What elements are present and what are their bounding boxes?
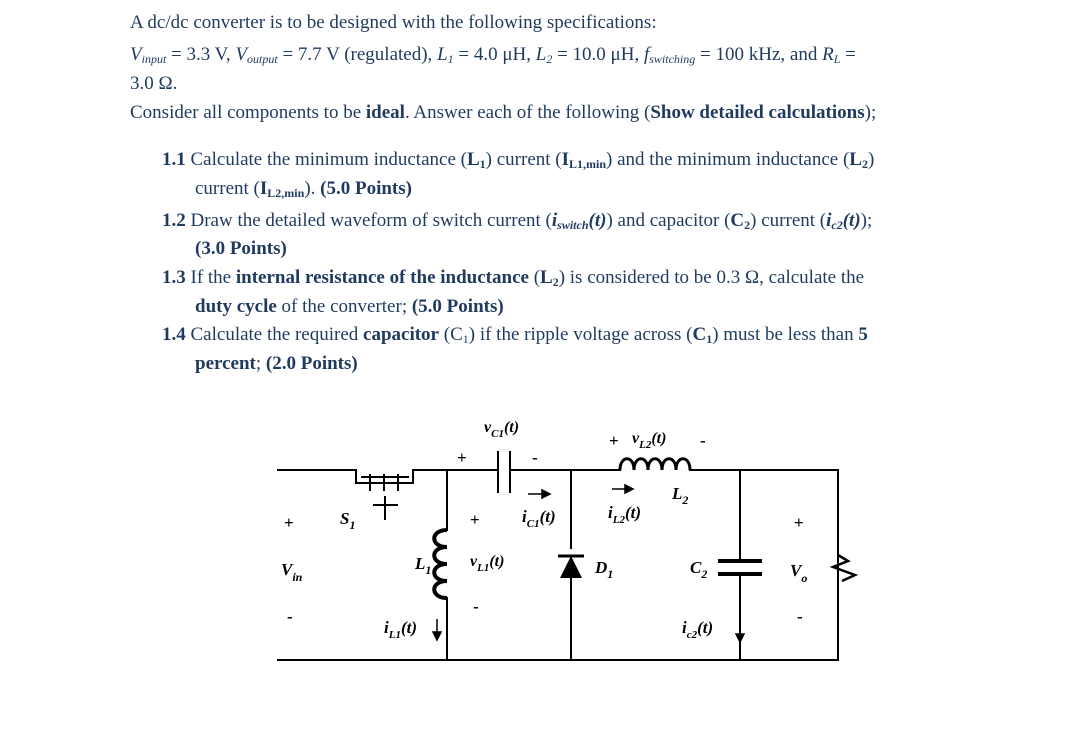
capacitor-c1 — [498, 452, 510, 492]
q-text: i — [551, 210, 558, 231]
vl1-minus: - — [473, 597, 479, 616]
arrow-ic2-icon — [736, 634, 744, 642]
q-text: ) current ( — [750, 210, 827, 231]
question-number: 1.4 — [162, 324, 186, 345]
q-points: (2.0 Points) — [265, 353, 358, 374]
q-text: L1,min — [569, 157, 607, 171]
inductor-l1 — [434, 530, 447, 598]
spec-l2-value: = 10.0 μH, — [552, 44, 644, 65]
vl2-plus: + — [609, 431, 619, 450]
q-text: ) and capacitor ( — [606, 210, 731, 231]
q-text: Calculate the minimum inductance ( — [185, 149, 467, 170]
arrow-ic1-icon — [542, 490, 550, 498]
q-text: ) — [867, 149, 875, 170]
d1-label: $D_1$ — [595, 558, 614, 581]
vl1-label: $v_{L1}(t)$ — [470, 553, 505, 574]
q-text: switch — [557, 218, 589, 232]
q-text: (t) — [842, 210, 861, 231]
q-text: Calculate the required — [185, 324, 364, 345]
q-text: If the — [185, 267, 236, 288]
q-text: (t) — [588, 210, 607, 231]
vl1-plus: + — [470, 510, 480, 529]
switch-s1 — [356, 470, 413, 519]
q-text: ) must be less than — [712, 324, 859, 345]
inductor-l2 — [620, 459, 690, 470]
question-number: 1.3 — [162, 267, 186, 288]
spec-rl-value: = — [840, 44, 856, 65]
vin-plus: + — [284, 513, 294, 532]
ic2-label: $i_{c2}(t)$ — [682, 618, 714, 641]
diode-d1 — [560, 556, 582, 578]
c1-minus: - — [532, 448, 538, 467]
q-text: ) is considered to be 0.3 Ω, calculate the — [558, 267, 865, 288]
q-text: 2 — [861, 157, 868, 171]
q-text: of the converter; — [276, 296, 412, 317]
spec-l2-sub: 2 — [546, 52, 553, 66]
l2-label: $L_2$ — [672, 484, 689, 507]
q-text: 1 — [479, 157, 486, 171]
consider-ideal: ideal — [365, 102, 405, 123]
load-resistor-icon — [833, 555, 855, 581]
q-text: ( — [528, 267, 541, 288]
q-text: I — [561, 149, 570, 170]
q-text: ; — [255, 353, 266, 374]
ic1-label: $i_{C1}(t)$ — [522, 507, 556, 530]
il2-label: $i_{L2}(t)$ — [608, 503, 642, 526]
spec-rl-label: R — [822, 44, 834, 65]
vin-minus: - — [287, 607, 293, 626]
vin-label: $V_{in}$ — [281, 560, 303, 584]
q-text: 2 — [552, 275, 559, 289]
spec-f-label: f — [643, 44, 650, 65]
il1-label: $i_{L1}(t)$ — [384, 618, 418, 641]
consider-pre: Consider all components to be — [130, 102, 366, 123]
question-number: 1.2 — [162, 210, 186, 231]
spec-vout-sub: output — [247, 52, 278, 66]
consider-mid: . Answer each of the following ( — [404, 102, 651, 123]
q-text: (C — [439, 324, 463, 345]
q-text: L2,min — [267, 186, 305, 200]
spec-rl-sub: L — [833, 52, 841, 66]
spec-rl-cont: 3.0 Ω. — [130, 73, 178, 94]
spec-vout-label: V — [235, 44, 248, 65]
q-text: Draw the detailed waveform of switch current ( — [185, 210, 552, 231]
q-text: 1 — [462, 332, 469, 346]
q-text: duty cycle — [195, 296, 277, 317]
c1-plus: + — [457, 448, 467, 467]
spec-l1-label: L — [437, 44, 448, 65]
q-points: (5.0 Points) — [320, 178, 412, 199]
q-text: c2 — [831, 218, 843, 232]
s1-label: $S_1$ — [340, 509, 356, 532]
q-points: (5.0 Points) — [411, 296, 504, 317]
spec-l2-label: L — [535, 44, 547, 65]
q-text: ) and the minimum inductance ( — [606, 149, 850, 170]
q-text: ) if the ripple voltage across ( — [468, 324, 693, 345]
spec-f-value: = 100 kHz, and — [695, 44, 823, 65]
c2-label: $C_2$ — [690, 558, 708, 581]
q-text: ). — [304, 178, 321, 199]
consider-show: Show detailed calculations — [650, 102, 865, 123]
spec-vin-sub: input — [141, 52, 167, 66]
q-points: (3.0 Points) — [195, 238, 287, 259]
spec-vin-label: V — [130, 44, 142, 65]
q-text: capacitor — [363, 324, 439, 345]
vl2-label: $v_{L2}(t)$ — [632, 430, 667, 451]
q-text: C — [692, 324, 707, 345]
vo-plus: + — [794, 513, 804, 532]
vo-label: $V_o$ — [790, 561, 808, 585]
arrow-il2-icon — [625, 485, 633, 493]
q-text: 5 — [858, 324, 868, 345]
arrow-il1-icon — [433, 632, 441, 640]
q-text: internal resistance of the inductance — [235, 267, 529, 288]
spec-l1-sub: 1 — [447, 52, 454, 66]
intro-text: A dc/dc converter is to be designed with the following specifications: — [130, 12, 657, 33]
question-number: 1.1 — [162, 149, 186, 170]
spec-l1-value: = 4.0 μH, — [453, 44, 536, 65]
q-text: L — [540, 267, 553, 288]
vc1-label: $v_{C1}(t)$ — [484, 419, 520, 440]
consider-post: ); — [864, 102, 877, 123]
q-text: i — [826, 210, 832, 231]
q-text: current ( — [195, 178, 260, 199]
q-text: 1 — [706, 332, 713, 346]
q-text: percent — [195, 353, 256, 374]
q-text: ) current ( — [485, 149, 562, 170]
q-text: 2 — [744, 218, 751, 232]
q-text: ); — [860, 210, 873, 231]
spec-vout-value: = 7.7 V (regulated), — [277, 44, 438, 65]
q-text: L — [466, 149, 480, 170]
vo-minus: - — [797, 607, 803, 626]
q-text: I — [259, 178, 268, 199]
vl2-minus: - — [700, 431, 706, 450]
q-text: L — [849, 149, 862, 170]
q-text: C — [730, 210, 745, 231]
l1-label: $L_1$ — [415, 554, 432, 577]
spec-vin-value: = 3.3 V, — [166, 44, 236, 65]
spec-f-sub: switching — [649, 52, 696, 66]
